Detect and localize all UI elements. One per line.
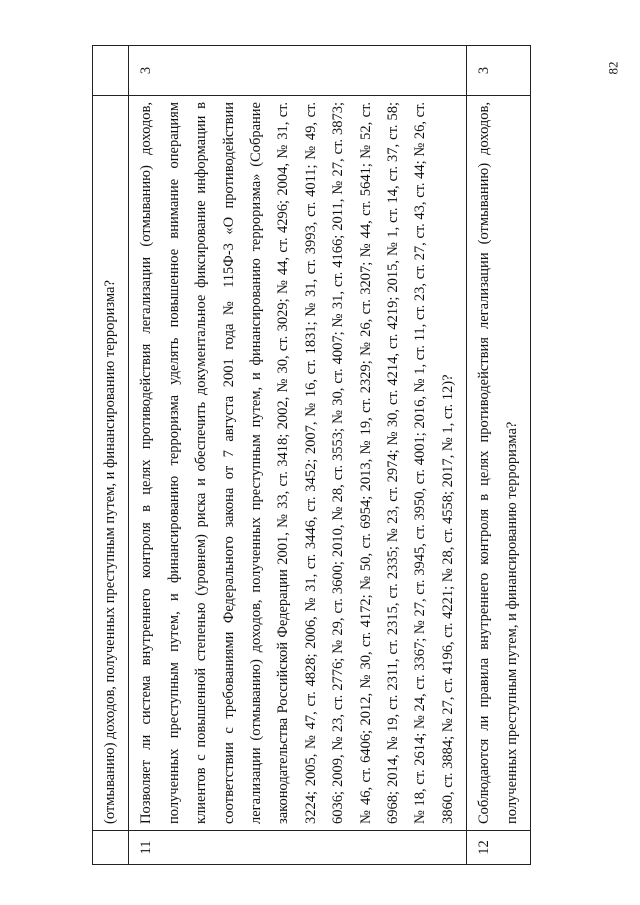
row-number: 11: [129, 831, 467, 865]
rotated-content: [92, 45, 592, 865]
table-row: [93, 46, 129, 865]
table-row: [467, 46, 531, 865]
points-cell: 3: [467, 46, 531, 96]
page-number: 82: [605, 61, 621, 75]
points-cell: [93, 46, 129, 96]
question-text: Позволяет ли система внутреннего контроля в целях противодействия легализации (отмыванию) доходов, полученных преступным путем, и финансированию терроризма уделять повышенное внимание операциям клиентов с повышенной степенью (уровнем) риска и обеспечить документальное фиксирование информации в соответствии с требованиями Федерального закона от 7 августа 2001 года № 115Ф-3 «О противодействии легализации (отмыванию) доходов, полученных преступным путем, и финансированию терроризма» (Собрание законодательства Российской Федерации 2001, № 33, ст. 3418; 2002, № 30, ст. 3029; № 44, ст. 4296; 2004, № 31, ст. 3224; 2005, № 47, ст. 4828; 2006, № 31, ст. 3446, ст. 3452; 2007, № 16, ст. 1831; № 31, ст. 3993, ст. 4011; № 49, ст. 6036; 2009, № 23, ст. 2776; № 29, ст. 3600; 2010, № 28, ст. 3553; № 30, ст. 4007; № 31, ст. 4166; 2011, № 27, ст. 3873; № 46, ст. 6406; 2012, № 30, ст. 4172; № 50, ст. 6954; 2013, № 19, ст. 2329; № 26, ст. 3207; № 44, ст. 5641; № 52, ст. 6968; 2014, № 19, ст. 2311, ст. 2315, ст. 2335; № 23, ст. 2974; № 30, ст. 4214, ст. 4219; 2015, № 1, ст. 14, ст. 37, ст. 58; № 18, ст. 2614; № 24, ст. 3367; № 27, ст. 3945, ст. 3950, ст. 4001; 2016, № 1, ст. 11, ст. 23, ст. 27, ст. 43, ст. 44; № 26, ст. 3860, ст. 3884; № 27, ст. 4196, ст. 4221; № 28, ст. 4558; 2017, № 1, ст. 12)?: [129, 96, 467, 831]
points-cell: 3: [129, 46, 467, 96]
questions-table: [92, 45, 531, 865]
row-number: 12: [467, 831, 531, 865]
question-text: Соблюдаются ли правила внутреннего контроля в целях противодействия легализации (отмыванию) доходов, полученных преступным путем, и финансированию терроризма?: [467, 96, 531, 831]
table-row: [129, 46, 467, 865]
question-text: (отмыванию) доходов, полученных преступным путем, и финансированию терроризма?: [93, 96, 129, 831]
row-number: [93, 831, 129, 865]
